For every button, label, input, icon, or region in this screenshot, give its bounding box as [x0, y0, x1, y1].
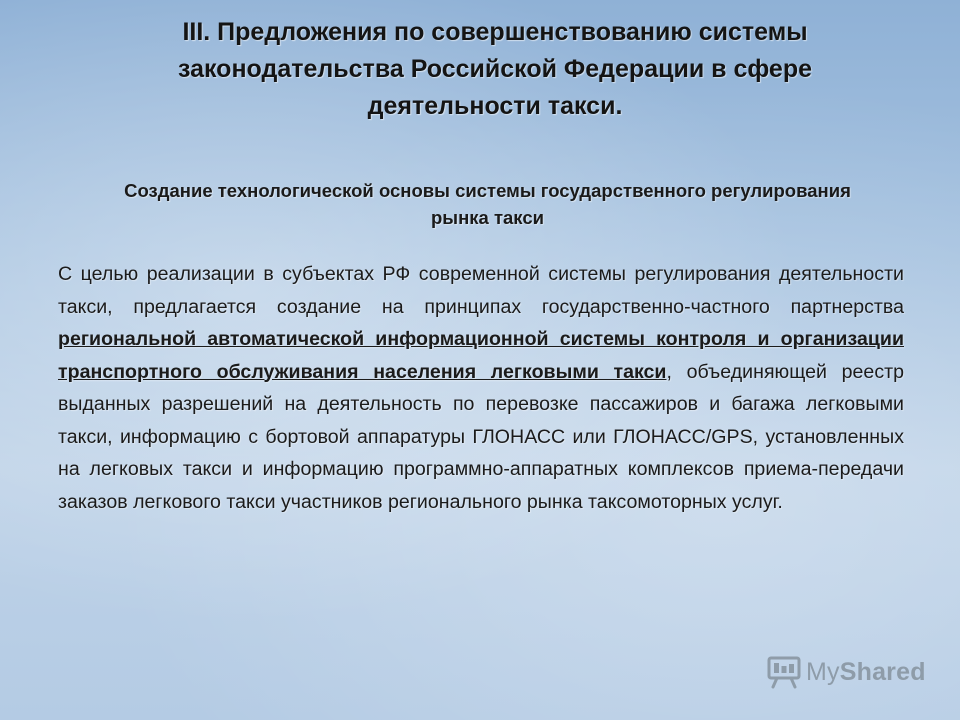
- body-text-part2: , объединяющей реестр выданных разрешений на деятельность по перевозке пассажиров и багажа легковыми такси, информацию с бортовой аппаратуры ГЛОНАСС или ГЛОНАСС/GPS, установленных на легковых такси и информацию программно-аппаратных комплексов приема-передачи заказов легкового такси участников регионального рынка таксомоторных услуг.: [58, 360, 904, 513]
- presentation-board-icon: [766, 654, 802, 690]
- myshared-watermark: [766, 654, 926, 690]
- slide-subtitle: Создание технологической основы системы государственного регулирования рынка такси: [124, 180, 851, 228]
- body-paragraph: [58, 258, 904, 518]
- watermark-brand-part2: Shared: [839, 657, 926, 686]
- slide-title: III. Предложения по совершенствованию системы законодательства Российской Федерации в сфере деятельности такси.: [178, 18, 812, 120]
- body-text-emphasis: региональной автоматической информационной системы контроля и организации транспортного обслуживания населения легковыми такси: [58, 328, 904, 383]
- body-text-part1: С целью реализации в субъектах РФ современной системы регулирования деятельности такси, предлагается создание на принципах государственно-частного партнерства: [58, 263, 904, 318]
- watermark-brand-part1: My: [806, 657, 840, 686]
- watermark-brand: [806, 658, 926, 687]
